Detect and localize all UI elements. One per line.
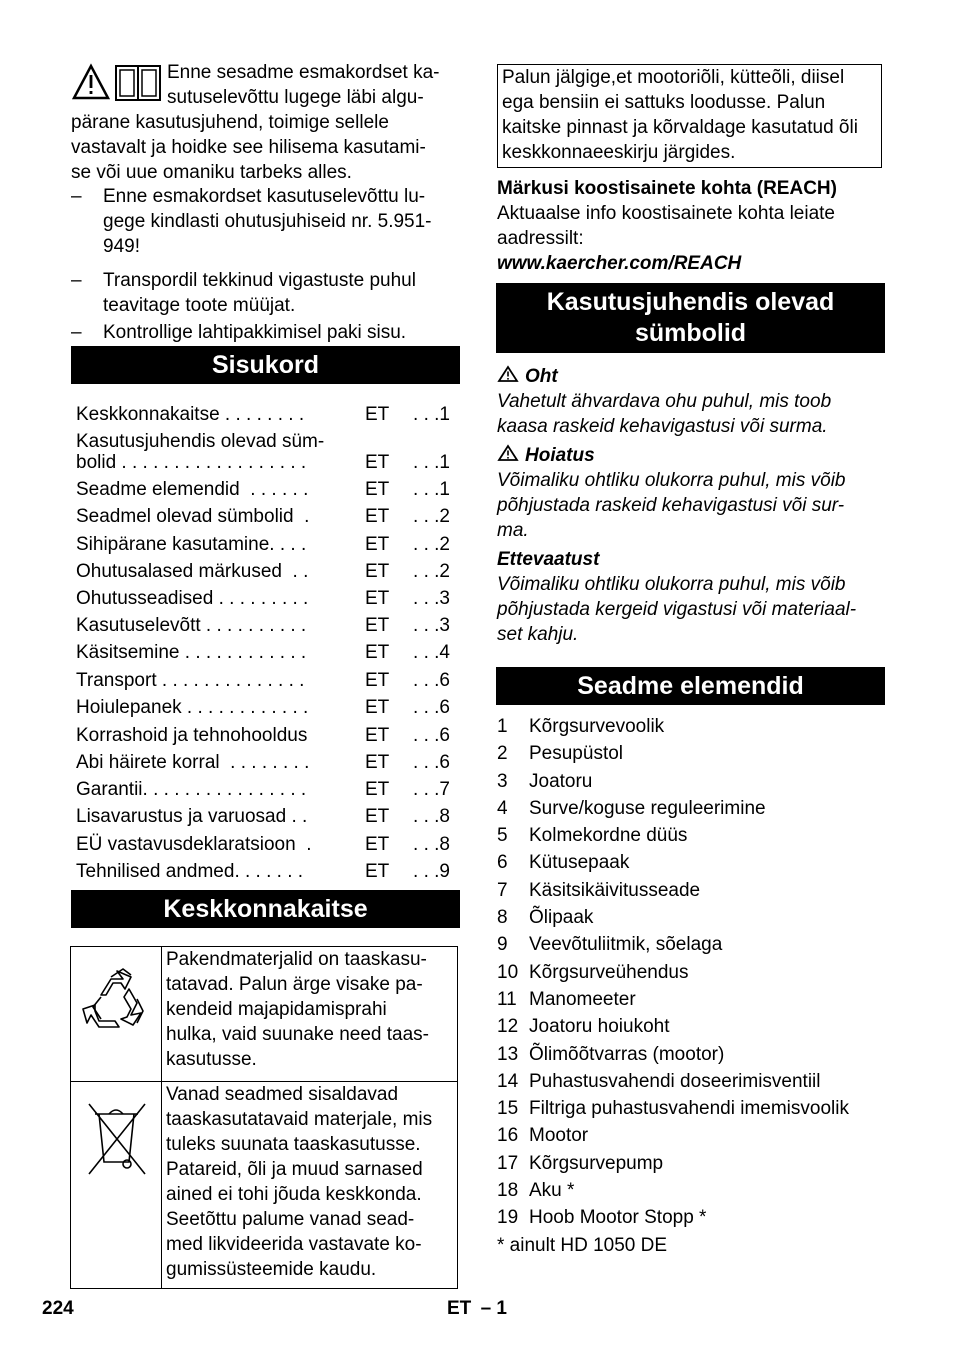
toc-page: . . .1 [413,404,450,425]
intro-line: sutuselevõttu lugege läbi algu- [167,87,424,108]
toc-lang: ET [365,725,390,746]
section-heading-environment: Keskkonnakaitse [71,890,460,928]
toc-row[interactable] [76,585,456,612]
toc-lang: ET [365,534,390,555]
reach-text-line: Aktuaalse info koostisainete kohta leiate [497,203,835,224]
list-item [497,1068,887,1095]
toc-lang: ET [365,642,390,663]
text-line: set kahju. [497,624,579,645]
text-line: kaitske pinnast ja kõrvaldage kasutatud õli [502,117,858,138]
item-label: Surve/koguse reguleerimine [529,797,766,819]
toc-title: Tehnilised andmed. . . . . . . [76,861,304,882]
table-row [71,1082,458,1289]
text-line: tuleks suunata taaskasutusse. [166,1134,421,1155]
list-item [71,320,461,345]
item-label: Kõrgsurvevoolik [529,716,665,737]
toc-page: . . .1 [413,452,450,473]
toc-page: . . .2 [413,506,450,527]
recycling-icon [71,947,161,1075]
toc-lang: ET [365,697,390,718]
list-item-line: gege kindlasti ohutusjuhiseid nr. 5.951- [103,211,432,232]
intro-paragraph [71,60,461,185]
item-number: 4 [497,797,508,819]
text-line: Patareid, õli ja muud sarnased [166,1159,423,1180]
list-item [497,740,887,767]
text-line: ega bensiin ei sattuks loodusse. Palun [502,92,826,113]
toc-lang: ET [365,588,390,609]
list-item [497,1122,887,1149]
item-label: Kolmekordne düüs [529,825,688,847]
item-number: 8 [497,907,508,929]
item-number: 3 [497,770,508,792]
item-number: 5 [497,825,508,847]
toc-title: Ohutusalased märkused . . [76,561,309,582]
intro-line: vastavalt ja hoidke see hilisema kasutami- [71,137,426,158]
toc-row[interactable] [76,558,456,585]
list-dash: – [71,322,82,343]
list-item [71,268,461,318]
toc-row[interactable] [76,803,456,830]
toc-title: Kasutuselevõtt . . . . . . . . . . [76,615,307,636]
item-label: Veevõtuliitmik, sõelaga [529,934,723,956]
toc-row[interactable] [76,667,456,694]
danger-label: Oht [525,366,558,387]
item-label: Kõrgsurveühendus [529,961,689,983]
list-item [497,1041,887,1068]
toc-lang: ET [365,506,390,527]
item-label: Mootor [529,1125,589,1147]
text-line: ma. [497,520,529,541]
text-line: Võimaliku ohtliku olukorra puhul, mis võib [497,574,846,595]
warning-triangle-icon [497,444,519,462]
oil-notice-box [497,64,882,168]
intro-line: se või uue omaniku tarbeks alles. [71,162,352,183]
intro-icons [71,60,163,106]
toc-title: Transport . . . . . . . . . . . . . . [76,670,305,691]
list-item [71,184,461,259]
text-line: kaasa raskeid kehavigastusi või surma. [497,416,828,437]
toc-page: . . .6 [413,725,450,746]
toc-title: Lisavarustus ja varuosad . . [76,806,308,827]
text-line: Võimaliku ohtliku olukorra puhul, mis võib [497,470,846,491]
heading-line: sümbolid [634,319,747,347]
list-item [497,768,887,795]
list-item [497,713,887,740]
environment-text [162,1082,458,1289]
environment-text [162,947,458,1082]
toc-title: Kasutusjuhendis olevad süm- [76,431,325,452]
toc-title: Käsitsemine . . . . . . . . . . . . [76,642,307,663]
list-item [497,1204,887,1231]
list-item-line: Kontrollige lahtipakkimisel paki sisu. [103,322,407,343]
item-number: 11 [497,988,517,1010]
danger-heading [497,364,887,389]
item-label: Pesupüstol [529,743,624,765]
list-item [497,1150,887,1177]
text-line: keskkonnaeeskirju järgides. [502,142,736,163]
toc-row[interactable] [76,749,456,776]
warning-label: Hoiatus [525,445,595,466]
text-line: Seetõttu palume vanad sead- [166,1209,415,1230]
toc-title: Keskkonnakaitse . . . . . . . . [76,404,305,425]
text-line: kasutusse. [166,1049,257,1070]
item-label: Õlimõõtvarras (mootor) [529,1043,725,1065]
item-number: 10 [497,961,519,983]
toc-row[interactable] [76,722,456,749]
table-row [71,947,458,1082]
environment-table [70,946,458,1289]
toc-page: . . .4 [413,642,450,663]
intro-line: pärane kasutusjuhend, toimige sellele [71,112,389,133]
toc-row[interactable] [76,694,456,721]
item-number: 17 [497,1152,519,1174]
item-label: Õlipaak [529,907,594,929]
item-number: 16 [497,1125,519,1147]
text-line: tatavad. Palun ärge visake pa- [166,974,423,995]
item-label: Puhastusvahendi doseerimisventiil [529,1070,821,1092]
text-line: Vanad seadmed sisaldavad [166,1084,399,1105]
section-heading-symbols [496,283,885,353]
toc-page: . . .8 [413,834,450,855]
toc-page: . . .6 [413,697,450,718]
item-number: 18 [497,1180,519,1202]
page-number: 224 [42,1298,74,1319]
intro-line: Enne sesadme esmakordset ka- [167,62,440,83]
list-item [497,904,887,931]
toc-lang: ET [365,479,390,500]
item-label: Kõrgsurvepump [529,1152,664,1174]
item-label: Filtriga puhastusvahendi imemisvoolik [529,1098,849,1120]
toc-lang: ET [365,452,390,473]
list-item [497,1177,887,1204]
list-dash: – [71,270,82,291]
reach-heading: Märkusi koostisainete kohta (REACH) [497,178,837,199]
footer-lang: ET [447,1298,472,1319]
toc-row[interactable] [76,401,456,428]
footer-section [447,1298,507,1320]
section-heading-elements: Seadme elemendid [496,667,885,705]
text-line: Pakendmaterjalid on taaskasu- [166,949,427,970]
item-number: 1 [497,716,508,737]
heading-line: Kasutusjuhendis olevad [546,288,835,316]
toc-row[interactable] [76,776,456,803]
list-item [497,877,887,904]
instruction-list [71,184,461,347]
item-label: Kütusepaak [529,852,630,874]
toc-title: Ohutusseadised . . . . . . . . . [76,588,309,609]
elements-list [497,713,887,1259]
toc-page: . . .2 [413,534,450,555]
toc-title: Abi häirete korral . . . . . . . . [76,752,310,773]
toc-title: bolid . . . . . . . . . . . . . . . . . . [76,452,307,473]
list-item-line: Enne esmakordset kasutuselevõttu lu- [103,186,426,207]
item-label: Hoob Mootor Stopp * [529,1207,707,1229]
toc-lang: ET [365,752,390,773]
elements-footnote: * ainult HD 1050 DE [497,1234,668,1256]
caution-heading: Ettevaatust [497,549,600,570]
list-item [497,931,887,958]
toc-lang: ET [365,806,390,827]
text-line: kendeid majapidamisprahi [166,999,387,1020]
danger-text [497,389,887,439]
item-number: 19 [497,1207,519,1229]
toc-page: . . .3 [413,588,450,609]
toc-lang: ET [365,779,390,800]
item-label: Manomeeter [529,988,636,1010]
toc-page: . . .8 [413,806,450,827]
toc-title: Korrashoid ja tehnohooldus [76,725,308,746]
recycling-cell [71,947,162,1082]
section-heading-contents: Sisukord [71,346,460,384]
item-number: 12 [497,1016,519,1038]
warning-heading [497,443,887,468]
reach-section [497,176,887,276]
text-line: med likvideerida vastavate ko- [166,1234,422,1255]
text-line: Palun jälgige,et mootoriõli, kütteõli, diisel [502,67,845,88]
toc-lang: ET [365,404,390,425]
item-number: 6 [497,852,508,874]
toc-row[interactable] [76,503,456,530]
toc-page: . . .6 [413,670,450,691]
list-item-line: teavitage toote müüjat. [103,295,296,316]
toc-page: . . .1 [413,479,450,500]
item-number: 2 [497,743,508,765]
toc-row[interactable] [76,476,456,503]
list-item [497,849,887,876]
item-number: 9 [497,934,508,956]
toc-lang: ET [365,670,390,691]
crossed-bin-cell [71,1082,162,1289]
text-line: ained ei tohi jõuda keskkonda. [166,1184,422,1205]
item-label: Käsitsikäivitusseade [529,879,701,901]
item-label: Aku * [529,1180,575,1202]
item-label: Joatoru [529,770,593,792]
toc-row[interactable] [76,639,456,666]
list-item [497,986,887,1013]
reach-url-link[interactable]: www.kaercher.com/REACH [497,253,742,274]
item-number: 7 [497,879,508,901]
toc-title: Seadmel olevad sümbolid . [76,506,310,527]
toc-title: Seadme elemendid . . . . . . [76,479,309,500]
warning-triangle-icon [74,66,108,98]
item-number: 15 [497,1098,519,1120]
item-number: 13 [497,1043,519,1065]
toc-page: . . .3 [413,615,450,636]
reach-text-line: aadressilt: [497,228,584,249]
list-item-line: 949! [103,236,140,257]
toc-row[interactable] [76,612,456,639]
list-item-line: Transpordil tekkinud vigastuste puhul [103,270,416,291]
toc-title: EÜ vastavusdeklaratsioon . [76,834,312,855]
list-dash: – [71,186,82,207]
toc-lang: ET [365,561,390,582]
warning-text [497,468,887,543]
text-line: gumissüsteemide kaudu. [166,1259,377,1280]
toc-row[interactable] [76,858,456,885]
toc-page: . . .2 [413,561,450,582]
text-line: põhjustada kergeid vigastusi või materiaal- [497,599,857,620]
toc-page: . . .9 [413,861,450,882]
text-line: põhjustada raskeid kehavigastusi või sur- [497,495,845,516]
text-line: hulka, vaid suunake need taas- [166,1024,430,1045]
crossed-bin-icon [71,1082,161,1282]
footer-subpage: – 1 [480,1298,507,1319]
toc-page: . . .7 [413,779,450,800]
list-item [497,1095,887,1122]
toc-row[interactable] [76,531,456,558]
toc-lang: ET [365,861,390,882]
toc-row[interactable] [76,831,456,858]
manual-book-icon [116,66,160,100]
toc-title: Garantii. . . . . . . . . . . . . . . . [76,779,307,800]
toc-title: Hoiulepanek . . . . . . . . . . . . [76,697,309,718]
list-item [497,959,887,986]
toc-lang: ET [365,834,390,855]
list-item [497,822,887,849]
caution-text [497,572,887,647]
toc-page: . . .6 [413,752,450,773]
list-item [497,795,887,822]
text-line: taaskasutatavaid materjale, mis [166,1109,433,1130]
item-label: Joatoru hoiukoht [529,1016,670,1038]
item-number: 14 [497,1070,519,1092]
toc-title: Sihipärane kasutamine. . . . [76,534,307,555]
text-line: Vahetult ähvardava ohu puhul, mis toob [497,391,832,412]
warning-triangle-icon [497,365,519,383]
toc-row[interactable] [76,449,456,476]
list-item [497,1013,887,1040]
toc-lang: ET [365,615,390,636]
symbols-section [497,364,887,647]
